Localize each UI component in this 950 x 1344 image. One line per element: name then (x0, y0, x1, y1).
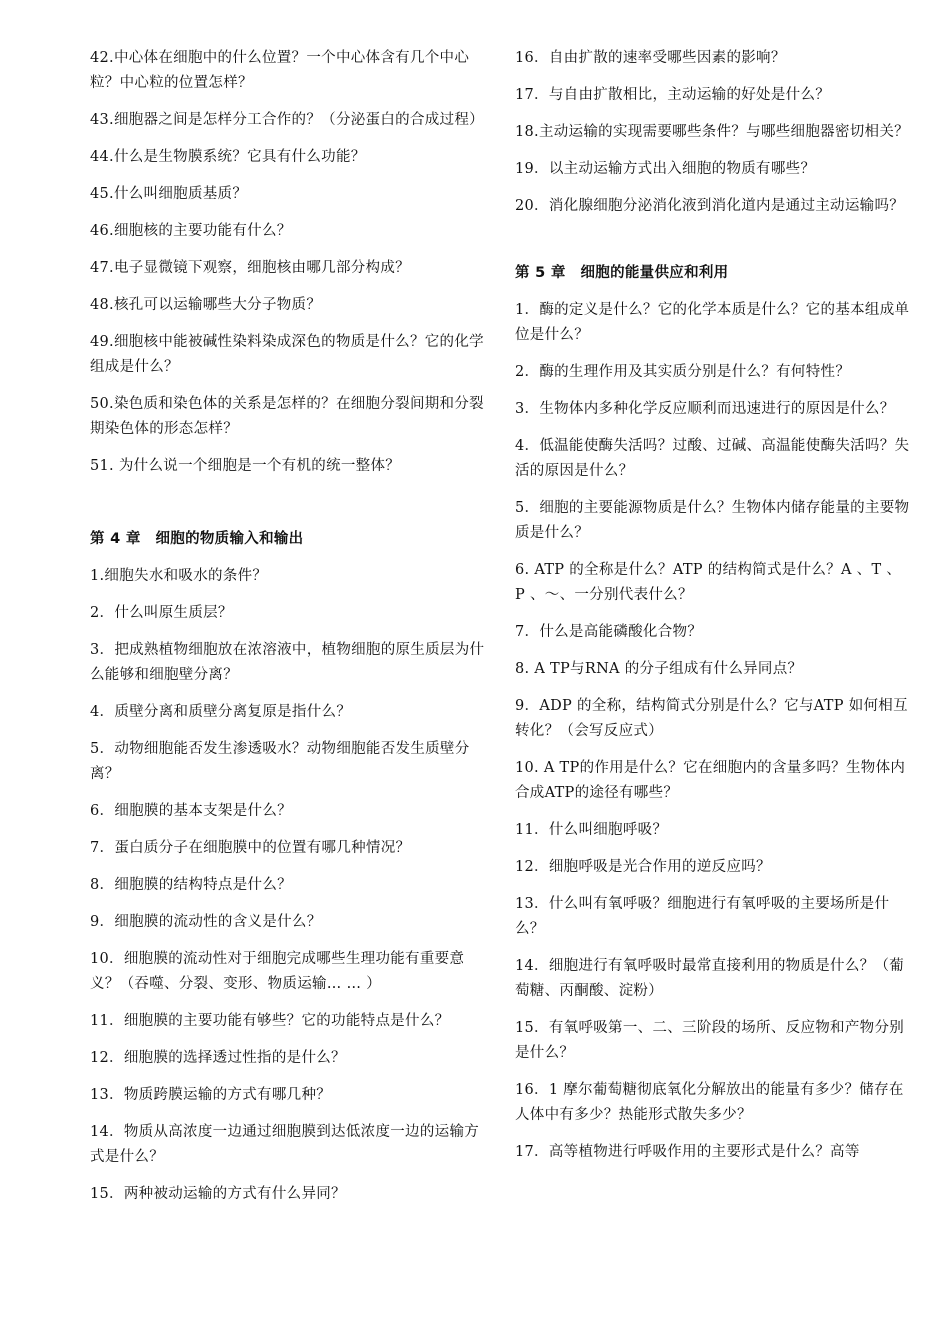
question-item: 2．什么叫原生质层？ (90, 605, 233, 621)
question-item: 3．把成熟植物细胞放在浓溶液中，植物细胞的原生质层为什么能够和细胞壁分离？ (90, 642, 485, 683)
question-item: 7．什么是高能磷酸化合物？ (515, 624, 703, 640)
question-item: 4．质壁分离和质壁分离复原是指什么？ (90, 704, 352, 720)
question-item: 43.细胞器之间是怎样分工合作的？（分泌蛋白的合成过程） (90, 112, 484, 128)
chapter-heading: 第 5 章 细胞的能量供应和利用 (515, 265, 729, 281)
question-item: 10. A TP的作用是什么？它在细胞内的含量多吗？生物体内合成ATP的途径有哪些？ (515, 760, 906, 801)
question-item: 11．细胞膜的主要功能有够些？它的功能特点是什么？ (90, 1013, 450, 1029)
question-item: 50.染色质和染色体的关系是怎样的？在细胞分裂间期和分裂期染色体的形态怎样？ (90, 396, 484, 437)
question-item: 49.细胞核中能被碱性染料染成深色的物质是什么？它的化学组成是什么？ (90, 334, 484, 375)
question-item: 7．蛋白质分子在细胞膜中的位置有哪几种情况？ (90, 840, 411, 856)
question-item: 3．生物体内多种化学反应顺利而迅速进行的原因是什么？ (515, 401, 895, 417)
question-item: 8. A TP与RNA 的分子组成有什么异同点？ (515, 661, 803, 677)
right-column (515, 46, 910, 1177)
question-item: 46.细胞核的主要功能有什么？ (90, 223, 292, 239)
question-item: 17．与自由扩散相比，主动运输的好处是什么？ (515, 87, 831, 103)
question-item: 12．细胞膜的选择透过性指的是什么？ (90, 1050, 346, 1066)
question-item: 5．动物细胞能否发生渗透吸水？动物细胞能否发生质壁分离？ (90, 741, 470, 782)
question-item: 8．细胞膜的结构特点是什么？ (90, 877, 292, 893)
question-item: 13．什么叫有氧呼吸？细胞进行有氧呼吸的主要场所是什么？ (515, 896, 890, 937)
question-item: 4．低温能使酶失活吗？过酸、过碱、高温能使酶失活吗？失活的原因是什么？ (515, 438, 910, 479)
question-item: 14．物质从高浓度一边通过细胞膜到达低浓度一边的运输方式是什么？ (90, 1124, 480, 1165)
question-item: 1.细胞失水和吸水的条件？ (90, 568, 268, 584)
question-item: 47.电子显微镜下观察，细胞核由哪几部分构成？ (90, 260, 410, 276)
question-item: 9．细胞膜的流动性的含义是什么？ (90, 914, 322, 930)
question-item: 1．酶的定义是什么？它的化学本质是什么？它的基本组成单位是什么？ (515, 302, 910, 343)
question-item: 12．细胞呼吸是光合作用的逆反应吗？ (515, 859, 771, 875)
question-item: 20．消化腺细胞分泌消化液到消化道内是通过主动运输吗？ (515, 198, 905, 214)
question-item: 9．ADP 的全称，结构简式分别是什么？它与ATP 如何相互转化？（会写反应式） (515, 698, 908, 739)
question-item: 42.中心体在细胞中的什么位置？一个中心体含有几个中心粒？中心粒的位置怎样？ (90, 50, 470, 91)
question-item: 10．细胞膜的流动性对于细胞完成哪些生理功能有重要意义？（吞噬、分裂、变形、物质运输… … ） (90, 951, 465, 992)
left-column (90, 46, 490, 1219)
chapter-heading: 第 4 章 细胞的物质输入和输出 (90, 531, 304, 547)
question-item: 51. 为什么说一个细胞是一个有机的统一整体？ (90, 458, 401, 474)
question-item: 5．细胞的主要能源物质是什么？生物体内储存能量的主要物质是什么？ (515, 500, 910, 541)
question-item: 48.核孔可以运输哪些大分子物质？ (90, 297, 322, 313)
question-item: 19．以主动运输方式出入细胞的物质有哪些？ (515, 161, 816, 177)
question-item: 15．两种被动运输的方式有什么异同？ (90, 1186, 346, 1202)
question-item: 15．有氧呼吸第一、二、三阶段的场所、反应物和产物分别是什么？ (515, 1020, 905, 1061)
question-item: 6．细胞膜的基本支架是什么？ (90, 803, 292, 819)
question-item: 13．物质跨膜运输的方式有哪几种？ (90, 1087, 332, 1103)
question-item: 44.什么是生物膜系统？它具有什么功能？ (90, 149, 366, 165)
question-item: 16．自由扩散的速率受哪些因素的影响？ (515, 50, 786, 66)
question-item: 17．高等植物进行呼吸作用的主要形式是什么？高等 (515, 1144, 860, 1160)
question-item: 11．什么叫细胞呼吸？ (515, 822, 668, 838)
question-item: 18.主动运输的实现需要哪些条件？与哪些细胞器密切相关？ (515, 124, 909, 140)
question-item: 6. ATP 的全称是什么？ATP 的结构简式是什么？A 、T 、P 、～、一分别代表什么？ (515, 562, 902, 603)
question-item: 14．细胞进行有氧呼吸时最常直接利用的物质是什么？（葡萄糖、丙酮酸、淀粉） (515, 958, 905, 999)
question-item: 45.什么叫细胞质基质？ (90, 186, 248, 202)
question-item: 2．酶的生理作用及其实质分别是什么？有何特性？ (515, 364, 851, 380)
question-item: 16．1 摩尔葡萄糖彻底氧化分解放出的能量有多少？储存在人体中有多少？热能形式散失多少？ (515, 1082, 904, 1123)
